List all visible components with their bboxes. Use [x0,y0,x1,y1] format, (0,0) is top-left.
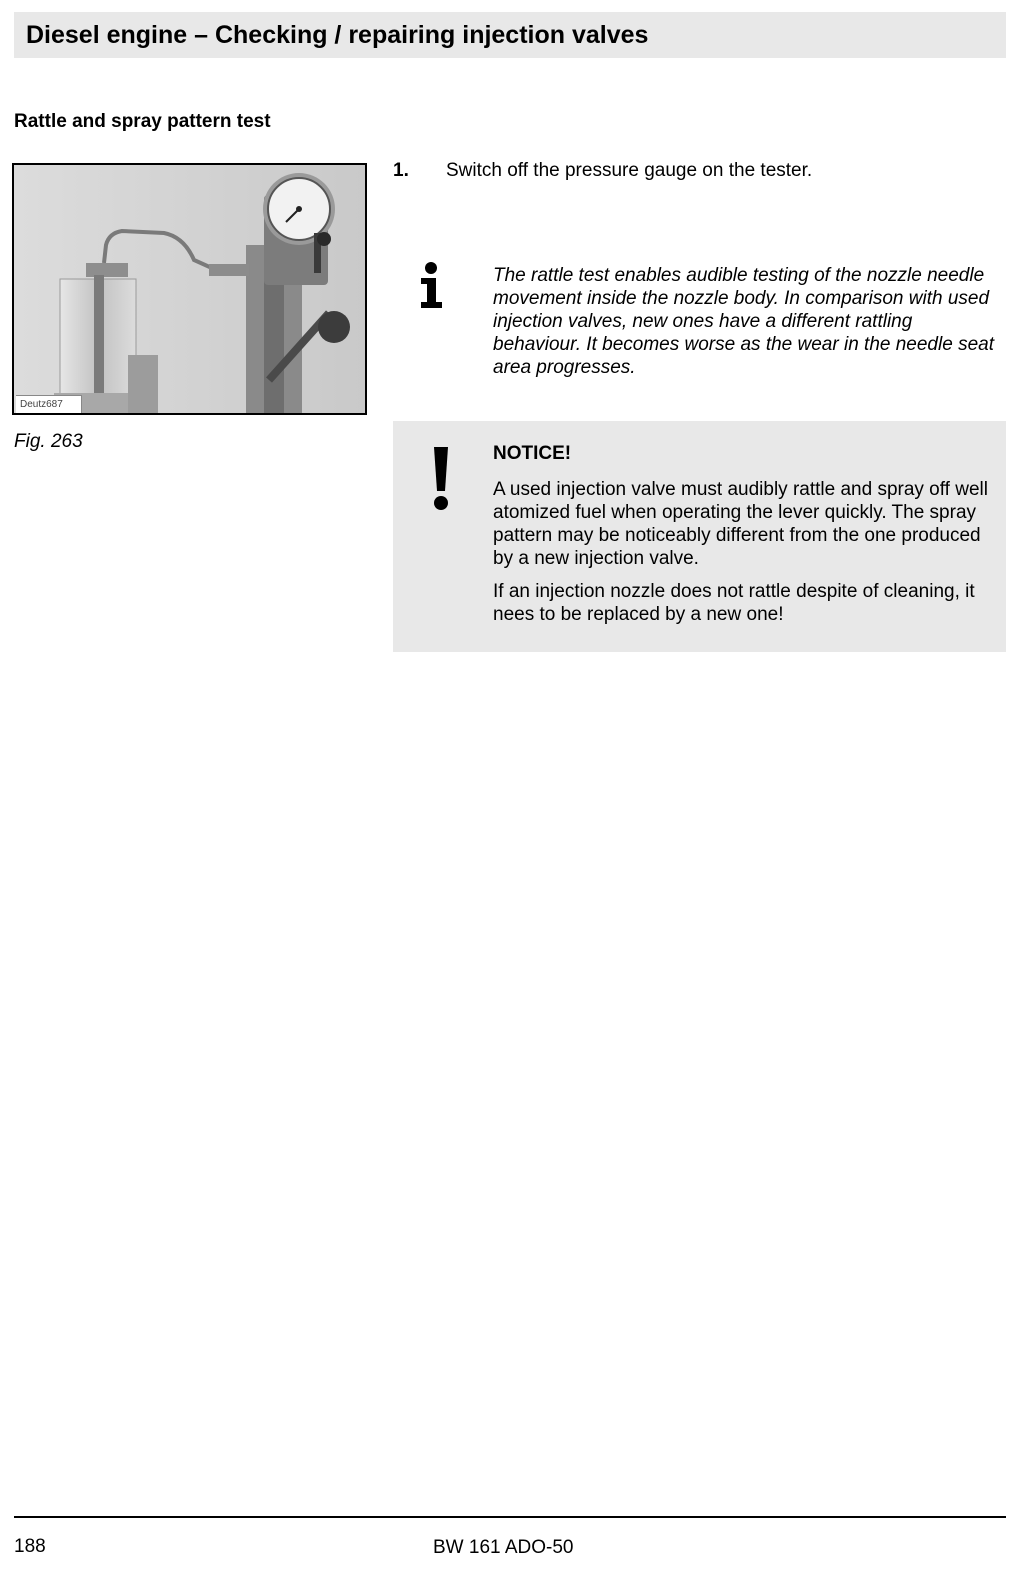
info-text: The rattle test enables audible testing of the nozzle needle movement inside the nozzle body. In comparison with used injection valves, new ones have a different rattling behaviour. It becomes worse as the wear in the needle seat area progresses. [493,265,994,378]
notice-paragraph-2: If an injection nozzle does not rattle despite of cleaning, it nees to be replaced by a new one! [493,581,975,625]
figure-photo [12,163,367,415]
step-text: Switch off the pressure gauge on the tester. [446,160,813,181]
step-number: 1. [393,160,409,181]
page-title: Diesel engine – Checking / repairing injection valves [26,20,649,49]
notice-title: NOTICE! [493,443,572,464]
step-1 [393,160,812,182]
title-bar [14,12,1006,58]
info-icon [418,262,446,315]
document-id: BW 161 ADO-50 [433,1537,574,1558]
page-number: 188 [14,1536,46,1557]
notice-paragraph-1: A used injection valve must audibly rattle and spray off well atomized fuel when operating the lever quickly. The spray pattern may be noticeably different from the one produced by a new injection valve. [493,479,988,569]
figure-caption: Fig. 263 [14,431,83,452]
footer-divider [14,1516,1006,1518]
figure-tag: Deutz687 [16,395,82,413]
section-heading: Rattle and spray pattern test [14,111,271,132]
injector-tester-illustration [14,165,365,413]
notice-box [393,421,1006,652]
exclamation-icon [433,447,449,516]
